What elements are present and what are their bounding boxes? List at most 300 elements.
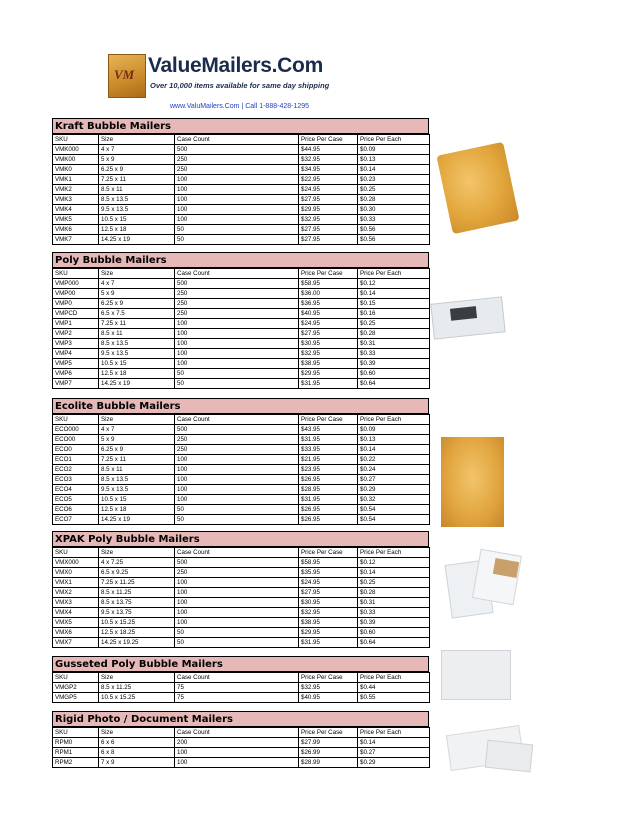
column-header: Size xyxy=(99,673,175,683)
ecolite-mailer-photo xyxy=(441,437,504,527)
table-cell: 100 xyxy=(175,339,299,349)
table-row xyxy=(53,505,430,515)
table-cell: $30.95 xyxy=(299,339,358,349)
column-header: Price Per Case xyxy=(299,548,358,558)
table-cell: VMX5 xyxy=(53,618,99,628)
column-header: Price Per Each xyxy=(358,269,430,279)
table-cell: $35.95 xyxy=(299,568,358,578)
table-header-row xyxy=(53,673,430,683)
table-cell: $0.14 xyxy=(358,165,430,175)
table-cell: $0.55 xyxy=(358,693,430,703)
table-cell: 12.5 x 18 xyxy=(99,225,175,235)
table-cell: $26.95 xyxy=(299,505,358,515)
table-cell: VMK1 xyxy=(53,175,99,185)
table-cell: 50 xyxy=(175,638,299,648)
table-cell: VMX7 xyxy=(53,638,99,648)
kraft-mailer-photo xyxy=(436,142,519,234)
table-cell: 100 xyxy=(175,495,299,505)
table-cell: $32.95 xyxy=(299,215,358,225)
table-cell: 6 x 6 xyxy=(99,738,175,748)
price-table xyxy=(52,672,430,703)
table-cell: VMK6 xyxy=(53,225,99,235)
table-cell: 8.5 x 13.5 xyxy=(99,195,175,205)
table-cell: $24.95 xyxy=(299,185,358,195)
table-cell: VMPCD xyxy=(53,309,99,319)
table-cell: RPM2 xyxy=(53,758,99,768)
table-cell: VMK5 xyxy=(53,215,99,225)
brand-name: ValueMailers.Com xyxy=(148,54,323,77)
table-row xyxy=(53,339,430,349)
table-cell: $0.13 xyxy=(358,155,430,165)
table-cell: 8.5 x 13.5 xyxy=(99,475,175,485)
table-cell: 100 xyxy=(175,205,299,215)
table-cell: VMP2 xyxy=(53,329,99,339)
table-cell: $34.95 xyxy=(299,165,358,175)
table-cell: VMP5 xyxy=(53,359,99,369)
table-cell: 7.25 x 11.25 xyxy=(99,578,175,588)
table-cell: 100 xyxy=(175,608,299,618)
table-row xyxy=(53,683,430,693)
table-row xyxy=(53,475,430,485)
table-row xyxy=(53,155,430,165)
column-header: SKU xyxy=(53,135,99,145)
table-cell: 8.5 x 11 xyxy=(99,465,175,475)
table-cell: 100 xyxy=(175,485,299,495)
rigid-mailer-photo-2 xyxy=(485,740,534,773)
table-cell: $28.95 xyxy=(299,485,358,495)
table-cell: $29.95 xyxy=(299,369,358,379)
table-cell: 9.5 x 13.75 xyxy=(99,608,175,618)
table-row xyxy=(53,455,430,465)
table-cell: ECO3 xyxy=(53,475,99,485)
table-cell: 100 xyxy=(175,329,299,339)
table-row xyxy=(53,435,430,445)
table-cell: 5 x 9 xyxy=(99,155,175,165)
table-row xyxy=(53,205,430,215)
column-header: Case Count xyxy=(175,728,299,738)
table-cell: $36.95 xyxy=(299,299,358,309)
table-row xyxy=(53,638,430,648)
table-cell: VMX2 xyxy=(53,588,99,598)
table-cell: 50 xyxy=(175,505,299,515)
table-cell: 250 xyxy=(175,309,299,319)
table-cell: $58.95 xyxy=(299,558,358,568)
table-cell: 10.5 x 15 xyxy=(99,495,175,505)
table-cell: 10.5 x 15.25 xyxy=(99,693,175,703)
table-cell: $31.95 xyxy=(299,495,358,505)
table-cell: ECO4 xyxy=(53,485,99,495)
brand-tagline: Over 10,000 items available for same day shipping xyxy=(150,81,330,90)
table-cell: 6.25 x 9 xyxy=(99,299,175,309)
table-cell: ECO6 xyxy=(53,505,99,515)
table-cell: $0.15 xyxy=(358,299,430,309)
logo-text: VM xyxy=(114,67,135,82)
table-row xyxy=(53,608,430,618)
section-title: Rigid Photo / Document Mailers xyxy=(52,711,429,727)
section-title: Gusseted Poly Bubble Mailers xyxy=(52,656,429,672)
table-cell: 10.5 x 15.25 xyxy=(99,618,175,628)
price-table xyxy=(52,268,430,389)
table-cell: 100 xyxy=(175,618,299,628)
column-header: Price Per Each xyxy=(358,728,430,738)
table-cell: $27.95 xyxy=(299,329,358,339)
column-header: Case Count xyxy=(175,415,299,425)
table-cell: VMK2 xyxy=(53,185,99,195)
table-header-row xyxy=(53,415,430,425)
table-cell: $27.95 xyxy=(299,225,358,235)
table-cell: 8.5 x 11 xyxy=(99,329,175,339)
table-cell: $33.95 xyxy=(299,445,358,455)
table-row xyxy=(53,425,430,435)
table-cell: 200 xyxy=(175,738,299,748)
table-cell: 100 xyxy=(175,359,299,369)
table-cell: $38.95 xyxy=(299,359,358,369)
table-cell: $27.95 xyxy=(299,588,358,598)
table-cell: 12.5 x 18.25 xyxy=(99,628,175,638)
table-cell: VMX6 xyxy=(53,628,99,638)
table-cell: VMP1 xyxy=(53,319,99,329)
table-row xyxy=(53,495,430,505)
table-cell: $23.95 xyxy=(299,465,358,475)
table-cell: 100 xyxy=(175,319,299,329)
table-cell: $29.95 xyxy=(299,205,358,215)
table-cell: $0.29 xyxy=(358,758,430,768)
table-cell: $0.13 xyxy=(358,435,430,445)
column-header: Price Per Each xyxy=(358,548,430,558)
table-cell: $0.64 xyxy=(358,379,430,389)
table-cell: $0.30 xyxy=(358,205,430,215)
table-cell: 250 xyxy=(175,289,299,299)
table-cell: 250 xyxy=(175,445,299,455)
table-cell: 14.25 x 19 xyxy=(99,379,175,389)
price-table xyxy=(52,414,430,525)
table-cell: ECO1 xyxy=(53,455,99,465)
table-cell: VMP0 xyxy=(53,299,99,309)
table-cell: 75 xyxy=(175,693,299,703)
table-cell: $43.95 xyxy=(299,425,358,435)
table-cell: 12.5 x 18 xyxy=(99,505,175,515)
table-cell: $0.33 xyxy=(358,215,430,225)
table-cell: $32.95 xyxy=(299,683,358,693)
column-header: SKU xyxy=(53,548,99,558)
table-cell: 250 xyxy=(175,299,299,309)
table-cell: 250 xyxy=(175,435,299,445)
column-header: Case Count xyxy=(175,548,299,558)
table-cell: VMGP5 xyxy=(53,693,99,703)
table-cell: $0.29 xyxy=(358,485,430,495)
table-row xyxy=(53,738,430,748)
table-cell: VMX4 xyxy=(53,608,99,618)
product-section xyxy=(52,531,429,648)
table-cell: $0.14 xyxy=(358,738,430,748)
table-cell: 10.5 x 15 xyxy=(99,215,175,225)
column-header: Size xyxy=(99,135,175,145)
table-cell: $58.95 xyxy=(299,279,358,289)
table-cell: 100 xyxy=(175,195,299,205)
product-section xyxy=(52,656,429,703)
column-header: Case Count xyxy=(175,269,299,279)
table-cell: $0.12 xyxy=(358,558,430,568)
table-cell: 5 x 9 xyxy=(99,435,175,445)
table-cell: 100 xyxy=(175,349,299,359)
table-cell: $0.25 xyxy=(358,319,430,329)
table-cell: VMX0 xyxy=(53,568,99,578)
table-cell: VMK7 xyxy=(53,235,99,245)
table-cell: $26.95 xyxy=(299,515,358,525)
table-cell: 100 xyxy=(175,475,299,485)
table-cell: $0.14 xyxy=(358,568,430,578)
table-cell: 14.25 x 19 xyxy=(99,235,175,245)
table-cell: VMP6 xyxy=(53,369,99,379)
table-cell: 7.25 x 11 xyxy=(99,175,175,185)
table-cell: 4 x 7 xyxy=(99,279,175,289)
product-section xyxy=(52,252,429,389)
table-cell: $0.56 xyxy=(358,225,430,235)
table-cell: $32.95 xyxy=(299,349,358,359)
table-cell: 7 x 9 xyxy=(99,758,175,768)
table-cell: 500 xyxy=(175,425,299,435)
table-cell: $0.12 xyxy=(358,279,430,289)
product-section xyxy=(52,711,429,768)
column-header: Size xyxy=(99,415,175,425)
section-title: Ecolite Bubble Mailers xyxy=(52,398,429,414)
table-header-row xyxy=(53,135,430,145)
table-cell: $30.95 xyxy=(299,598,358,608)
table-cell: $29.95 xyxy=(299,628,358,638)
table-row xyxy=(53,758,430,768)
table-cell: $26.95 xyxy=(299,475,358,485)
vm-logo-icon xyxy=(108,54,146,98)
table-cell: VMP3 xyxy=(53,339,99,349)
column-header: Price Per Each xyxy=(358,135,430,145)
table-cell: ECO000 xyxy=(53,425,99,435)
table-cell: VMK4 xyxy=(53,205,99,215)
table-cell: 50 xyxy=(175,369,299,379)
table-cell: $0.39 xyxy=(358,359,430,369)
table-cell: $0.60 xyxy=(358,628,430,638)
table-row xyxy=(53,299,430,309)
table-cell: 6.25 x 9 xyxy=(99,165,175,175)
table-cell: $0.22 xyxy=(358,455,430,465)
table-row xyxy=(53,369,430,379)
table-cell: 100 xyxy=(175,578,299,588)
table-cell: 8.5 x 11.25 xyxy=(99,683,175,693)
table-row xyxy=(53,485,430,495)
table-cell: $38.95 xyxy=(299,618,358,628)
column-header: Price Per Case xyxy=(299,135,358,145)
section-title: Kraft Bubble Mailers xyxy=(52,118,429,134)
table-cell: $40.95 xyxy=(299,693,358,703)
table-cell: $27.95 xyxy=(299,235,358,245)
table-cell: RPM0 xyxy=(53,738,99,748)
table-cell: $40.95 xyxy=(299,309,358,319)
column-header: Size xyxy=(99,728,175,738)
table-cell: 8.5 x 11 xyxy=(99,185,175,195)
table-cell: 9.5 x 13.5 xyxy=(99,205,175,215)
table-row xyxy=(53,319,430,329)
table-cell: $0.64 xyxy=(358,638,430,648)
table-cell: 100 xyxy=(175,175,299,185)
table-cell: $0.54 xyxy=(358,515,430,525)
table-cell: 4 x 7 xyxy=(99,425,175,435)
table-cell: 100 xyxy=(175,748,299,758)
table-cell: $0.09 xyxy=(358,425,430,435)
table-cell: $0.25 xyxy=(358,578,430,588)
table-cell: $0.39 xyxy=(358,618,430,628)
table-cell: $26.99 xyxy=(299,748,358,758)
table-header-row xyxy=(53,269,430,279)
column-header: Price Per Case xyxy=(299,728,358,738)
table-cell: 6 x 8 xyxy=(99,748,175,758)
table-row xyxy=(53,235,430,245)
table-cell: ECO5 xyxy=(53,495,99,505)
table-row xyxy=(53,195,430,205)
table-cell: 75 xyxy=(175,683,299,693)
table-cell: $27.95 xyxy=(299,195,358,205)
table-row xyxy=(53,515,430,525)
table-cell: $0.28 xyxy=(358,588,430,598)
table-cell: $24.95 xyxy=(299,319,358,329)
table-row xyxy=(53,748,430,758)
table-cell: $32.95 xyxy=(299,155,358,165)
poly-mailer-photo xyxy=(430,296,505,339)
table-cell: ECO00 xyxy=(53,435,99,445)
table-cell: 12.5 x 18 xyxy=(99,369,175,379)
table-row xyxy=(53,628,430,638)
table-cell: 4 x 7 xyxy=(99,145,175,155)
table-row xyxy=(53,225,430,235)
table-cell: VMK00 xyxy=(53,155,99,165)
table-cell: VMX000 xyxy=(53,558,99,568)
table-row xyxy=(53,215,430,225)
gusseted-mailer-photo xyxy=(441,650,511,700)
table-cell: 8.5 x 13.75 xyxy=(99,598,175,608)
table-cell: $27.99 xyxy=(299,738,358,748)
table-cell: $0.25 xyxy=(358,185,430,195)
table-row xyxy=(53,309,430,319)
table-cell: 500 xyxy=(175,279,299,289)
column-header: SKU xyxy=(53,415,99,425)
table-cell: $28.99 xyxy=(299,758,358,768)
table-cell: $0.28 xyxy=(358,329,430,339)
table-cell: VMP000 xyxy=(53,279,99,289)
table-cell: VMK000 xyxy=(53,145,99,155)
column-header: Case Count xyxy=(175,135,299,145)
table-cell: $0.31 xyxy=(358,339,430,349)
table-cell: 500 xyxy=(175,558,299,568)
table-cell: 6.5 x 7.5 xyxy=(99,309,175,319)
table-cell: $36.00 xyxy=(299,289,358,299)
table-cell: 6.25 x 9 xyxy=(99,445,175,455)
brand-header xyxy=(108,50,338,100)
table-cell: $22.95 xyxy=(299,175,358,185)
column-header: Price Per Case xyxy=(299,269,358,279)
table-cell: $0.23 xyxy=(358,175,430,185)
column-header: Price Per Each xyxy=(358,673,430,683)
table-cell: $0.56 xyxy=(358,235,430,245)
table-cell: VMX3 xyxy=(53,598,99,608)
table-cell: VMGP2 xyxy=(53,683,99,693)
table-cell: 250 xyxy=(175,165,299,175)
column-header: Size xyxy=(99,269,175,279)
table-cell: $0.28 xyxy=(358,195,430,205)
table-row xyxy=(53,329,430,339)
table-cell: 250 xyxy=(175,155,299,165)
table-row xyxy=(53,165,430,175)
table-cell: $0.14 xyxy=(358,445,430,455)
column-header: Case Count xyxy=(175,673,299,683)
table-row xyxy=(53,558,430,568)
table-cell: 7.25 x 11 xyxy=(99,455,175,465)
table-row xyxy=(53,349,430,359)
table-header-row xyxy=(53,548,430,558)
table-cell: 50 xyxy=(175,515,299,525)
table-cell: VMP7 xyxy=(53,379,99,389)
table-cell: $0.09 xyxy=(358,145,430,155)
column-header: Price Per Case xyxy=(299,673,358,683)
table-cell: ECO2 xyxy=(53,465,99,475)
column-header: SKU xyxy=(53,269,99,279)
table-row xyxy=(53,145,430,155)
table-cell: 100 xyxy=(175,598,299,608)
table-cell: 50 xyxy=(175,628,299,638)
table-cell: $0.31 xyxy=(358,598,430,608)
table-row xyxy=(53,588,430,598)
table-cell: 5 x 9 xyxy=(99,289,175,299)
table-cell: VMK0 xyxy=(53,165,99,175)
table-cell: $0.27 xyxy=(358,748,430,758)
table-cell: $0.44 xyxy=(358,683,430,693)
table-row xyxy=(53,379,430,389)
table-cell: $31.95 xyxy=(299,435,358,445)
table-cell: $31.95 xyxy=(299,638,358,648)
table-row xyxy=(53,185,430,195)
table-cell: 4 x 7.25 xyxy=(99,558,175,568)
table-row xyxy=(53,568,430,578)
contact-link[interactable]: www.ValuMailers.Com | Call 1-888-428-1295 xyxy=(170,103,310,110)
section-title: Poly Bubble Mailers xyxy=(52,252,429,268)
table-cell: 100 xyxy=(175,465,299,475)
column-header: Price Per Case xyxy=(299,415,358,425)
table-cell: VMK3 xyxy=(53,195,99,205)
table-cell: 250 xyxy=(175,568,299,578)
table-row xyxy=(53,359,430,369)
table-cell: $0.24 xyxy=(358,465,430,475)
table-cell: 50 xyxy=(175,225,299,235)
section-title: XPAK Poly Bubble Mailers xyxy=(52,531,429,547)
table-cell: $0.16 xyxy=(358,309,430,319)
price-table xyxy=(52,547,430,648)
column-header: Price Per Each xyxy=(358,415,430,425)
table-cell: $21.95 xyxy=(299,455,358,465)
table-cell: $32.95 xyxy=(299,608,358,618)
table-cell: $0.33 xyxy=(358,349,430,359)
table-cell: 100 xyxy=(175,185,299,195)
table-cell: 100 xyxy=(175,215,299,225)
table-cell: ECO7 xyxy=(53,515,99,525)
table-cell: 10.5 x 15 xyxy=(99,359,175,369)
table-cell: 100 xyxy=(175,758,299,768)
table-cell: $0.60 xyxy=(358,369,430,379)
table-cell: 500 xyxy=(175,145,299,155)
table-cell: RPM1 xyxy=(53,748,99,758)
table-cell: 9.5 x 13.5 xyxy=(99,349,175,359)
table-cell: 7.25 x 11 xyxy=(99,319,175,329)
table-row xyxy=(53,465,430,475)
table-cell: 50 xyxy=(175,379,299,389)
table-cell: $0.32 xyxy=(358,495,430,505)
table-header-row xyxy=(53,728,430,738)
